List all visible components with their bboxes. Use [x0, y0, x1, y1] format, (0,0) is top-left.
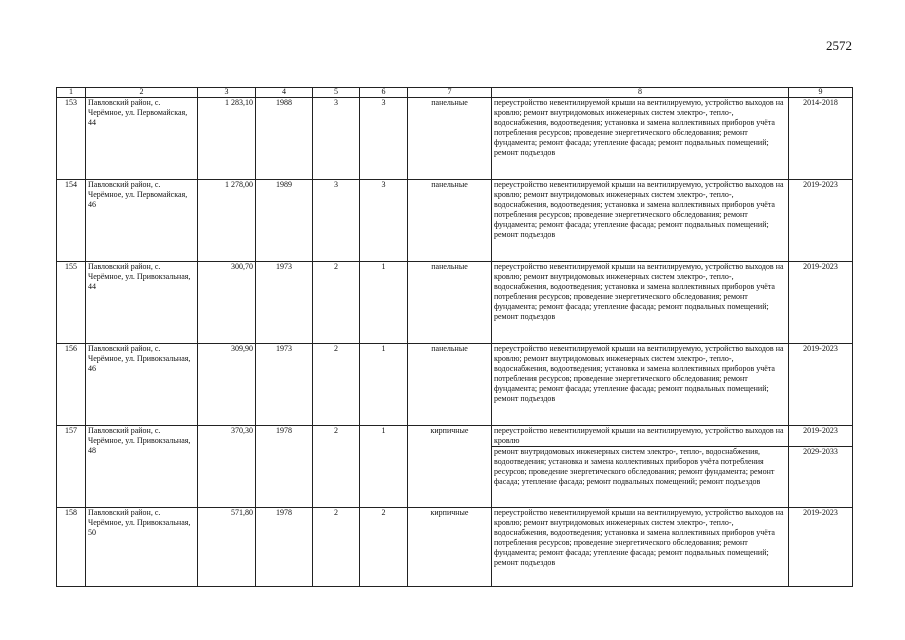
works-cell: переустройство невентилируемой крыши на вентилируемую, устройство выходов на кровлю [492, 426, 789, 447]
floors-cell: 3 [313, 98, 360, 180]
period-cell: 2019-2023 [789, 262, 853, 344]
col-header: 9 [789, 88, 853, 98]
material-cell: панельные [408, 262, 492, 344]
col-header: 8 [492, 88, 789, 98]
year-cell: 1978 [256, 508, 313, 587]
entrances-cell: 3 [360, 98, 408, 180]
year-cell: 1973 [256, 262, 313, 344]
table-row [57, 508, 853, 587]
col-header: 1 [57, 88, 86, 98]
floors-cell: 2 [313, 344, 360, 426]
table-row [57, 426, 853, 447]
year-cell: 1978 [256, 426, 313, 508]
year-cell: 1989 [256, 180, 313, 262]
works-cell: ремонт внутридомовых инженерных систем электро-, тепло-, водоснабжения, водоотведения; установка и замена коллективных приборов учёта потребления ресурсов; проведение энергетического обследования; ремонт фундамента; ремонт фасада; утепление фасада; ремонт подвальных помещений; ремонт подъездов [492, 447, 789, 508]
address-cell: Павловский район, с. Черёмное, ул. Первомайская, 44 [86, 98, 198, 180]
works-cell: переустройство невентилируемой крыши на вентилируемую, устройство выходов на кровлю; ремонт внутридомовых инженерных систем электро-, тепло-, водоснабжения, водоотведения; установка и замена коллективных приборов учёта потребления ресурсов; проведение энергетического обследования; ремонт фундамента; ремонт фасада; утепление фасада; ремонт подвальных помещений; ремонт подъездов [492, 344, 789, 426]
row-number: 158 [57, 508, 86, 587]
entrances-cell: 1 [360, 344, 408, 426]
year-cell: 1988 [256, 98, 313, 180]
period-cell: 2019-2023 [789, 508, 853, 587]
area-cell: 1 283,10 [198, 98, 256, 180]
row-number: 156 [57, 344, 86, 426]
col-header: 7 [408, 88, 492, 98]
col-header: 2 [86, 88, 198, 98]
area-cell: 571,80 [198, 508, 256, 587]
works-cell: переустройство невентилируемой крыши на вентилируемую, устройство выходов на кровлю; ремонт внутридомовых инженерных систем электро-, тепло-, водоснабжения, водоотведения; установка и замена коллективных приборов учёта потребления ресурсов; проведение энергетического обследования; ремонт фундамента; ремонт фасада; утепление фасада; ремонт подвальных помещений; ремонт подъездов [492, 508, 789, 587]
material-cell: панельные [408, 344, 492, 426]
entrances-cell: 1 [360, 262, 408, 344]
col-header: 3 [198, 88, 256, 98]
works-cell: переустройство невентилируемой крыши на вентилируемую, устройство выходов на кровлю; ремонт внутридомовых инженерных систем электро-, тепло-, водоснабжения, водоотведения; установка и замена коллективных приборов учёта потребления ресурсов; проведение энергетического обследования; ремонт фундамента; ремонт фасада; утепление фасада; ремонт подвальных помещений; ремонт подъездов [492, 262, 789, 344]
floors-cell: 3 [313, 180, 360, 262]
period-cell: 2029-2033 [789, 447, 853, 508]
address-cell: Павловский район, с. Черёмное, ул. Первомайская, 46 [86, 180, 198, 262]
period-cell: 2019-2023 [789, 426, 853, 447]
row-number: 155 [57, 262, 86, 344]
material-cell: кирпичные [408, 508, 492, 587]
col-header: 4 [256, 88, 313, 98]
area-cell: 309,90 [198, 344, 256, 426]
entrances-cell: 1 [360, 426, 408, 508]
header-row [57, 88, 853, 98]
col-header: 6 [360, 88, 408, 98]
address-cell: Павловский район, с. Черёмное, ул. Привокзальная, 44 [86, 262, 198, 344]
row-number: 157 [57, 426, 86, 508]
page-number: 2572 [826, 38, 852, 53]
works-cell: переустройство невентилируемой крыши на вентилируемую, устройство выходов на кровлю; ремонт внутридомовых инженерных систем электро-, тепло-, водоснабжения, водоотведения; установка и замена коллективных приборов учёта потребления ресурсов; проведение энергетического обследования; ремонт фундамента; ремонт фасада; утепление фасада; ремонт подвальных помещений; ремонт подъездов [492, 98, 789, 180]
year-cell: 1973 [256, 344, 313, 426]
period-cell: 2019-2023 [789, 344, 853, 426]
area-cell: 1 278,00 [198, 180, 256, 262]
address-cell: Павловский район, с. Черёмное, ул. Привокзальная, 48 [86, 426, 198, 508]
material-cell: панельные [408, 98, 492, 180]
repair-registry-table [56, 87, 853, 587]
area-cell: 300,70 [198, 262, 256, 344]
works-cell: переустройство невентилируемой крыши на вентилируемую, устройство выходов на кровлю; ремонт внутридомовых инженерных систем электро-, тепло-, водоснабжения, водоотведения; установка и замена коллективных приборов учёта потребления ресурсов; проведение энергетического обследования; ремонт фундамента; ремонт фасада; утепление фасада; ремонт подвальных помещений; ремонт подъездов [492, 180, 789, 262]
table-row [57, 344, 853, 426]
address-cell: Павловский район, с. Черёмное, ул. Привокзальная, 46 [86, 344, 198, 426]
entrances-cell: 2 [360, 508, 408, 587]
material-cell: панельные [408, 180, 492, 262]
period-cell: 2019-2023 [789, 180, 853, 262]
table-row [57, 262, 853, 344]
floors-cell: 2 [313, 426, 360, 508]
table-row [57, 180, 853, 262]
col-header: 5 [313, 88, 360, 98]
material-cell: кирпичные [408, 426, 492, 508]
row-number: 154 [57, 180, 86, 262]
address-cell: Павловский район, с. Черёмное, ул. Привокзальная, 50 [86, 508, 198, 587]
floors-cell: 2 [313, 262, 360, 344]
entrances-cell: 3 [360, 180, 408, 262]
row-number: 153 [57, 98, 86, 180]
area-cell: 370,30 [198, 426, 256, 508]
floors-cell: 2 [313, 508, 360, 587]
table-row [57, 98, 853, 180]
period-cell: 2014-2018 [789, 98, 853, 180]
